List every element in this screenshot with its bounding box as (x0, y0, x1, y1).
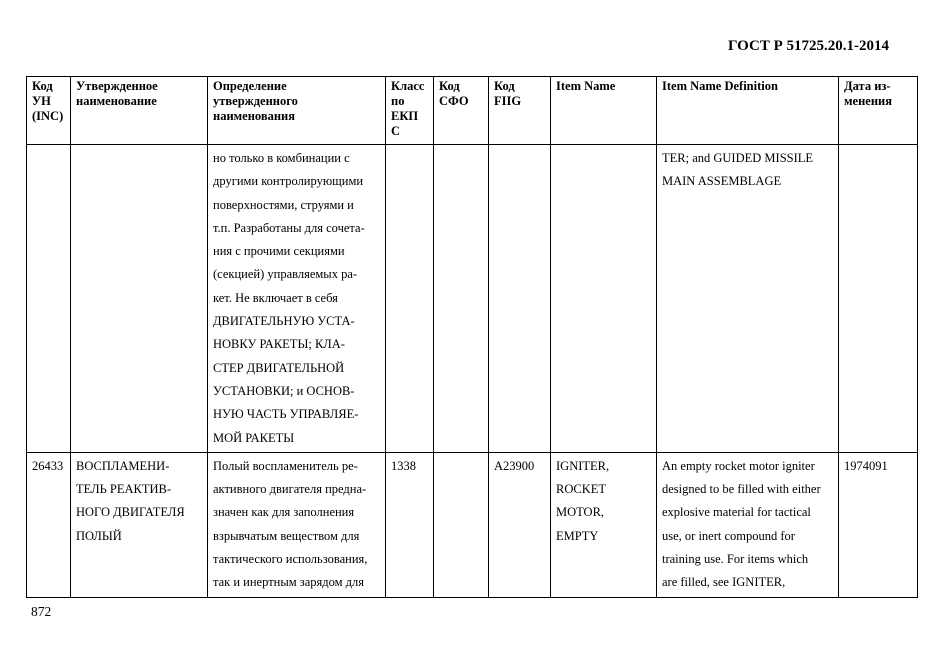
cell-inc-code (27, 145, 71, 453)
cell-text-line: (секцией) управляемых ра- (213, 267, 358, 282)
cell-text-line: EMPTY (556, 528, 599, 543)
cell-text-line: ПОЛЫЙ (76, 528, 122, 543)
column-header-inc-code (27, 77, 71, 145)
cell-text-line: ДВИГАТЕЛЬНУЮ УСТА- (213, 314, 355, 329)
cell-text-line: т.п. Разработаны для сочета- (213, 220, 365, 235)
column-header-fiig-code (489, 77, 551, 145)
cell-definition (208, 452, 386, 597)
cell-text-line: Полый воспламенитель ре- (213, 458, 358, 473)
cell-change-date (839, 145, 918, 453)
cell-inc-code (27, 452, 71, 597)
cell-text-line: IGNITER, (556, 458, 610, 473)
header-text-line: Утвержденное (76, 79, 158, 93)
cell-sfo-code (434, 145, 489, 453)
cell-text-line: но только в комбинации с (213, 151, 350, 165)
header-text-line: Код (439, 79, 460, 93)
cell-ekps-class (386, 452, 434, 597)
table-row (27, 145, 918, 453)
header-text-line: С (391, 124, 401, 138)
cell-text-line: explosive material for tactical (662, 505, 811, 520)
cell-text-line: тактического использования, (213, 552, 368, 567)
catalog-table (26, 76, 918, 598)
cell-text-line: MAIN ASSEMBLAGE (662, 174, 782, 189)
cell-text-line: TER; and GUIDED MISSILE (662, 151, 814, 165)
cell-text-line: поверхностями, струями и (213, 197, 354, 212)
cell-text-line: training use. For items which (662, 552, 809, 567)
header-text-line: менения (844, 94, 892, 108)
cell-item-name-definition (657, 452, 839, 597)
cell-text-line: другими контролирующими (213, 174, 364, 189)
column-header-definition (208, 77, 386, 145)
cell-text-line: ВОСПЛАМЕНИ- (76, 458, 170, 473)
header-text-line: Код (494, 79, 515, 93)
cell-sfo-code (434, 452, 489, 597)
cell-text-line: designed to be filled with either (662, 482, 821, 497)
page-number: 872 (31, 604, 52, 619)
cell-text-line: МОЙ РАКЕТЫ (213, 430, 295, 445)
table-row (27, 452, 918, 597)
column-header-ekps-class (386, 77, 434, 145)
cell-text-line: ТЕЛЬ РЕАКТИВ- (76, 482, 172, 497)
cell-text-line: 26433 (32, 458, 64, 473)
column-header-item-name-definition (657, 77, 839, 145)
cell-approved-name (71, 452, 208, 597)
cell-text-line: An empty rocket motor igniter (662, 458, 815, 473)
cell-approved-name (71, 145, 208, 453)
cell-fiig-code (489, 452, 551, 597)
cell-definition (208, 145, 386, 453)
header-row (27, 77, 918, 145)
header-text-line: Item Name Definition (662, 79, 778, 93)
header-text-line: УН (32, 94, 51, 108)
cell-text-line: НОГО ДВИГАТЕЛЯ (76, 505, 185, 520)
column-header-sfo-code (434, 77, 489, 145)
header-text-line: утвержденного (213, 94, 298, 108)
column-header-item-name (551, 77, 657, 145)
cell-text-line: НОВКУ РАКЕТЫ; КЛА- (213, 337, 345, 352)
header-text-line: Класс (391, 79, 425, 93)
cell-text-line: use, or inert compound for (662, 528, 795, 543)
cell-text-line: 1338 (391, 458, 416, 473)
column-header-approved-name (71, 77, 208, 145)
cell-text-line: 1974091 (844, 458, 888, 473)
header-text-line: Определение (213, 79, 287, 93)
header-text-line: (INC) (32, 109, 64, 123)
cell-item-name (551, 452, 657, 597)
cell-text-line: ROCKET (556, 482, 606, 497)
header-text-line: наименования (213, 109, 296, 123)
cell-item-name-definition (657, 145, 839, 453)
cell-text-line: значен как для заполнения (213, 505, 355, 520)
header-text-line: FIIG (494, 94, 522, 108)
cell-text-line: взрывчатым веществом для (213, 528, 360, 543)
header-text-line: по (391, 94, 405, 108)
header-text-line: Код (32, 79, 53, 93)
cell-ekps-class (386, 145, 434, 453)
header-text-line: Дата из- (844, 79, 891, 93)
cell-text-line: кет. Не включает в себя (213, 290, 338, 305)
cell-item-name (551, 145, 657, 453)
cell-text-line: так и инертным зарядом для (213, 575, 365, 590)
header-text-line: наименование (76, 94, 157, 108)
cell-text-line: активного двигателя предна- (213, 482, 367, 497)
cell-text-line: ния с прочими секциями (213, 244, 345, 259)
cell-text-line: MOTOR, (556, 505, 605, 520)
document-id: ГОСТ Р 51725.20.1-2014 (727, 38, 889, 54)
header-text-line: Item Name (556, 79, 616, 93)
cell-text-line: НУЮ ЧАСТЬ УПРАВЛЯЕ- (213, 407, 359, 422)
cell-fiig-code (489, 145, 551, 453)
cell-text-line: are filled, see IGNITER, (662, 575, 786, 590)
cell-text-line: A23900 (494, 458, 535, 473)
cell-text-line: УСТАНОВКИ; и ОСНОВ- (213, 383, 355, 398)
header-text-line: СФО (439, 94, 469, 108)
cell-change-date (839, 452, 918, 597)
header-text-line: ЕКП (391, 109, 419, 123)
cell-text-line: СТЕР ДВИГАТЕЛЬНОЙ (213, 360, 345, 375)
column-header-change-date (839, 77, 918, 145)
